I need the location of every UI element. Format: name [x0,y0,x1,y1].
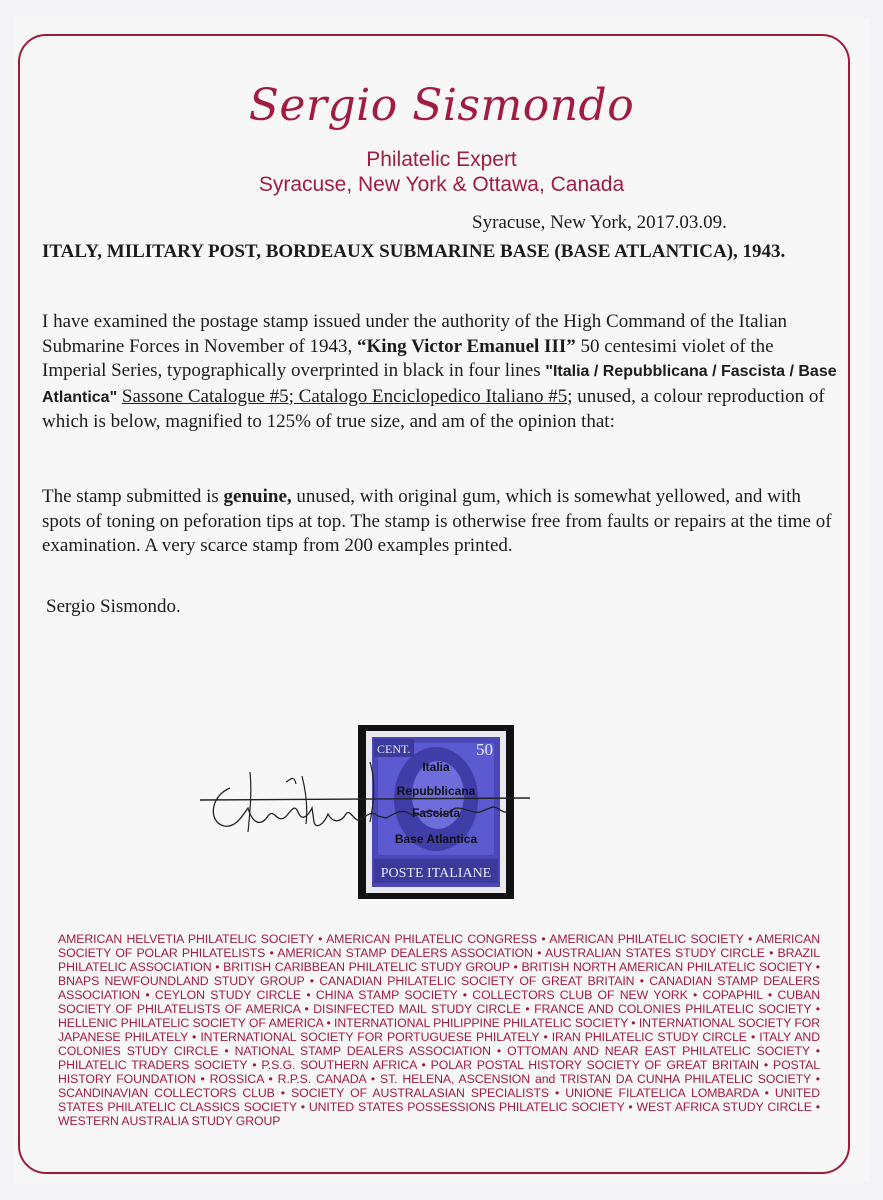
overprint-line-4: Base Atlantica [394,832,478,846]
stamp-value-right: 50 [476,740,493,759]
overprint-line-2: Repubblicana [396,784,476,798]
overprint-line-1: Italia [422,760,450,774]
stamp-title: ITALY, MILITARY POST, BORDEAUX SUBMARINE BASE (BASE ATLANTICA), 1943. [42,241,786,262]
catalogue-reference: Sassone Catalogue #5; Catalogo Enciclopedico Italiano #5; [121,385,573,407]
opinion-text-1: The stamp submitted is [42,486,224,507]
overprint-line-3: Fascista [411,806,461,820]
expert-role: Philatelic Expert [366,148,517,171]
opinion-paragraph [42,485,842,559]
verdict: genuine, [223,486,292,507]
certificate-date: Syracuse, New York, 2017.03.09. [472,212,727,233]
expert-name: Sergio Sismondo [248,80,635,131]
exam-text-1: I have examined the postage stamp issued under the authority of the High Command of the Italian Submarine Forces in November of 1943, [42,311,788,357]
expert-location: Syracuse, New York & Ottawa, Canada [258,173,625,196]
exam-text-3: unused, a colour reproduction of which is below, magnified to 125% of true size, and am of the opinion that: [42,385,825,432]
overprint-text: "Italia / Repubblicana / Fascista / Base Atlantica" [42,363,837,406]
stamp-name: “King Victor Emanuel III” [357,335,576,357]
affiliations-footer: AMERICAN HELVETIA PHILATELIC SOCIETY • AMERICAN PHILATELIC CONGRESS • AMERICAN PHILATELIC SOCIETY • AMERICAN SOCIETY OF POLAR PHILATELISTS • AMERICAN STAMP DEALERS ASSOCIATION • AUSTRALIAN STATES STUDY CIRCLE • BRAZIL PHILATELIC ASSOCIATION • BRITISH CARIBBEAN PHILATELIC STUDY GROUP • BRITISH NORTH AMERICAN PHILATELIC SOCIETY • BNAPS NEWFOUNDLAND STUDY GROUP • CANADIAN PHILATELIC SOCIETY OF GREAT BRITAIN • CANADIAN STAMP DEALERS ASSOCIATION • CEYLON STUDY CIRCLE • CHINA STAMP SOCIETY • COLLECTORS CLUB OF NEW YORK • COPAPHIL • CUBAN SOCIETY OF PHILATELISTS OF AMERICA • DISINFECTED MAIL STUDY CIRCLE • FRANCE AND COLONIES PHILATELIC SOCIETY • HELLENIC PHILATELIC SOCIETY OF AMERICA • INTERNATIONAL PHILIPPINE PHILATELIC SOCIETY • INTERNATIONAL SOCIETY FOR JAPANESE PHILATELY • INTERNATIONAL SOCIETY FOR PORTUGUESE PHILATELY • IRAN PHILATELIC STUDY CIRCLE • ITALY AND COLONIES STUDY CIRCLE • NATIONAL STAMP DEALERS ASSOCIATION • OTTOMAN AND NEAR EAST PHILATELIC SOCIETY • PHILATELIC TRADERS SOCIETY • P.S.G. SOUTHERN AFRICA • POLAR POSTAL HISTORY SOCIETY OF GREAT BRITAIN • POSTAL HISTORY FOUNDATION • ROSSICA • R.P.S. CANADA • ST. HELENA, ASCENSION and TRISTAN DA CUNHA PHILATELIC SOCIETY • SCANDINAVIAN COLLECTORS CLUB • SOCIETY OF AUSTRALASIAN SPECIALISTS • UNIONE FILATELICA LOMBARDA • UNITED STATES PHILATELIC CLASSICS SOCIETY • UNITED STATES POSSESSIONS PHILATELIC SOCIETY • WEST AFRICA STUDY CIRCLE • WESTERN AUSTRALIA STUDY GROUP [58,932,820,1128]
exam-text-2: 50 centesimi violet of the Imperial Series, typographically overprinted in black in four lines [42,335,774,381]
stamp-bottom-label: POSTE ITALIANE [380,866,492,881]
handwritten-signature [190,752,590,852]
examination-paragraph [42,310,842,435]
signature-name: Sergio Sismondo. [46,596,181,617]
stamp-value-left: CENT. [377,742,411,756]
opinion-text-2: unused, with original gum, which is somewhat yellowed, and with spots of toning on peforation tips at top. The stamp is otherwise free from faults or repairs at the time of examination. A very scarce stamp from 200 examples printed. [42,486,832,556]
